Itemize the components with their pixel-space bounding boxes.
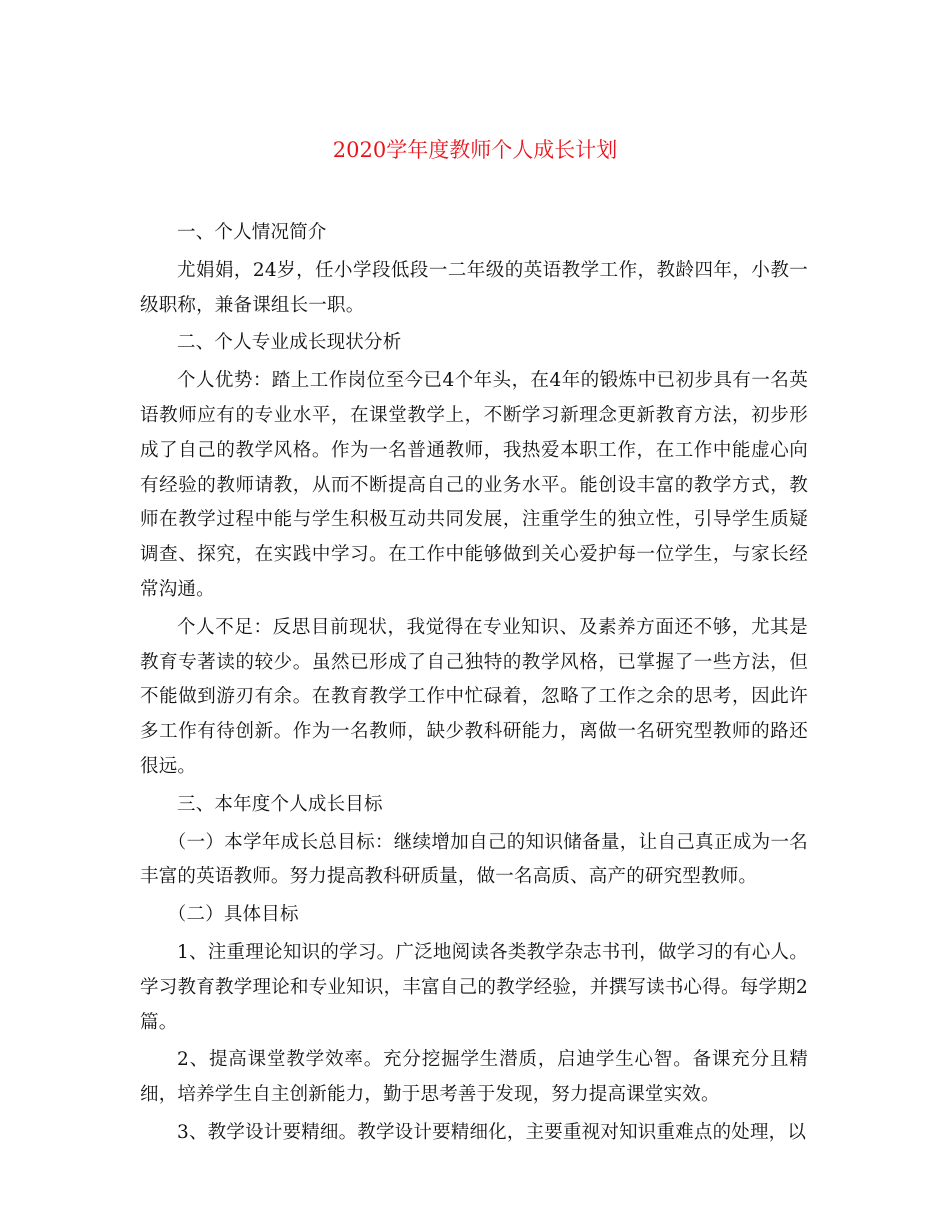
list-item-goal-1: 1、注重理论知识的学习。广泛地阅读各类教学杂志书刊，做学习的有心人。学习教育教学理论和专业知识，丰富自己的教学经验，并撰写读书心得。每学期2篇。: [140, 941, 808, 1033]
document-body: [140, 216, 808, 1151]
paragraph-strengths: 个人优势：踏上工作岗位至今已4个年头，在4年的锻炼中已初步具有一名英语教师应有的专业水平，在课堂教学上，不断学习新理念更新教育方法，初步形成了自己的教学风格。作为一名普通教师，我热爱本职工作，在工作中能虚心向有经验的教师请教，从而不断提高自己的业务水平。能创设丰富的教学方式，教师在教学过程中能与学生积极互动共同发展，注重学生的独立性，引导学生质疑调查、探究，在实践中学习。在工作中能够做到关心爱护每一位学生，与家长经常沟通。: [140, 370, 808, 600]
paragraph-weaknesses: 个人不足：反思目前现状，我觉得在专业知识、及素养方面还不够，尤其是教育专著读的较少。虽然已形成了自己独特的教学风格，已掌握了一些方法，但不能做到游刃有余。在教育教学工作中忙碌着，忽略了工作之余的思考，因此许多工作有待创新。作为一名教师，缺少教科研能力，离做一名研究型教师的路还很远。: [140, 616, 808, 777]
section-heading-2: 二、个人专业成长现状分析: [177, 332, 402, 354]
subsection-heading-specific-goals: （二）具体目标: [167, 904, 299, 926]
section-heading-1: 一、个人情况简介: [177, 222, 327, 243]
document-title: 2020学年度教师个人成长计划: [332, 138, 618, 162]
paragraph-overall-goal: （一）本学年成长总目标：继续增加自己的知识储备量，让自己真正成为一名丰富的英语教师。努力提高教科研质量，做一名高质、高产的研究型教师。: [140, 831, 808, 888]
section-heading-3: 三、本年度个人成长目标: [177, 793, 383, 815]
list-item-goal-3: 3、教学设计要精细。教学设计要精细化，主要重视对知识重难点的处理，以: [177, 1121, 807, 1143]
list-item-goal-2: 2、提高课堂教学效率。充分挖掘学生潜质，启迪学生心智。备课充分且精细，培养学生自主创新能力，勤于思考善于发现，努力提高课堂实效。: [140, 1049, 808, 1106]
paragraph-intro: 尤娟娟，24岁，任小学段低段一二年级的英语教学工作，教龄四年，小教一级职称，兼备课组长一职。: [140, 259, 808, 316]
